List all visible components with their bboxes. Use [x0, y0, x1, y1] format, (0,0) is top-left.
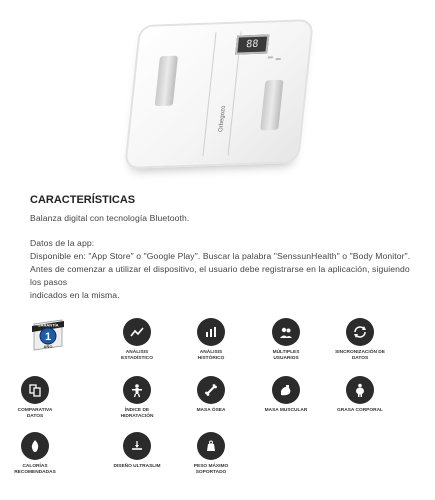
- analysis-stats-icon: [123, 318, 151, 346]
- feature-label: CALORÍAS RECOMENDADAS: [14, 464, 56, 475]
- history-icon: [197, 318, 225, 346]
- feature-max-weight: [186, 432, 236, 476]
- max-weight-icon: [197, 432, 225, 460]
- feature-fat: [335, 376, 385, 414]
- left-electrode: [155, 56, 178, 107]
- feature-label: GRASA CORPORAL: [337, 408, 383, 413]
- slim-design-icon: [123, 432, 151, 460]
- users-icon: [272, 318, 300, 346]
- feature-label: DISEÑO ULTRASLIM: [113, 464, 161, 469]
- feature-label: ANÁLISIS HISTÓRICO: [197, 350, 225, 361]
- feature-label: MÚLTIPLES USUARIOS: [272, 350, 300, 361]
- feature-label: PESO MÁXIMO SOPORTADO: [193, 464, 229, 475]
- scale-indicator: [268, 56, 273, 58]
- brand-logo: Orbegozo: [218, 105, 227, 133]
- text-line: Balanza digital con tecnología Bluetooth.: [30, 213, 190, 223]
- lcd-display: 88: [235, 34, 269, 54]
- text-line: Disponible en: "App Store" o "Google Play". Buscar la palabra "SenssunHealth" o "Body Monitor".: [30, 251, 411, 261]
- text-line: los pasos: [30, 277, 68, 287]
- feature-history: [186, 318, 236, 362]
- sync-icon: [346, 318, 374, 346]
- product-image: [0, 0, 435, 180]
- badge-number: 1: [44, 331, 52, 343]
- feature-compare: [10, 376, 60, 420]
- feature-label: MASA ÓSEA: [196, 408, 226, 413]
- right-electrode: [260, 80, 283, 131]
- hydration-icon: [123, 376, 151, 404]
- text-line: Antes de comenzar a utilizar el dispositivo, el usuario debe registrarse en la aplicación, siguiendo: [30, 264, 410, 274]
- feature-hydration: [112, 376, 162, 420]
- feature-label: ANÁLISIS ESTADÍSTICO: [121, 350, 153, 361]
- compare-icon: [21, 376, 49, 404]
- feature-calories: [10, 432, 60, 476]
- scale-body: [124, 19, 314, 169]
- feature-slim-design: [112, 432, 162, 470]
- feature-analysis-stats: [112, 318, 162, 362]
- scale-indicator: [276, 58, 281, 60]
- calories-icon: [21, 432, 49, 460]
- feature-bone: [186, 376, 236, 414]
- badge-top: GARANTÍA: [37, 322, 59, 328]
- fat-icon: [346, 376, 374, 404]
- feature-label: COMPARATIVA DATOS: [17, 408, 53, 419]
- warranty-badge-icon: [28, 316, 68, 352]
- feature-users: [261, 318, 311, 362]
- section-title: CARACTERÍSTICAS: [30, 194, 136, 206]
- feature-muscle: [261, 376, 311, 414]
- muscle-icon: [272, 376, 300, 404]
- feature-sync: [335, 318, 385, 362]
- text-line: Datos de la app:: [30, 238, 95, 248]
- feature-label: SINCRONIZACIÓN DE DATOS: [335, 350, 385, 361]
- feature-label: ÍNDICE DE HIDRATACIÓN: [120, 408, 154, 419]
- bone-icon: [197, 376, 225, 404]
- feature-label: MASA MUSCULAR: [264, 408, 308, 413]
- text-line: indicados en la misma.: [30, 290, 120, 300]
- badge-bottom: AÑO: [43, 344, 53, 349]
